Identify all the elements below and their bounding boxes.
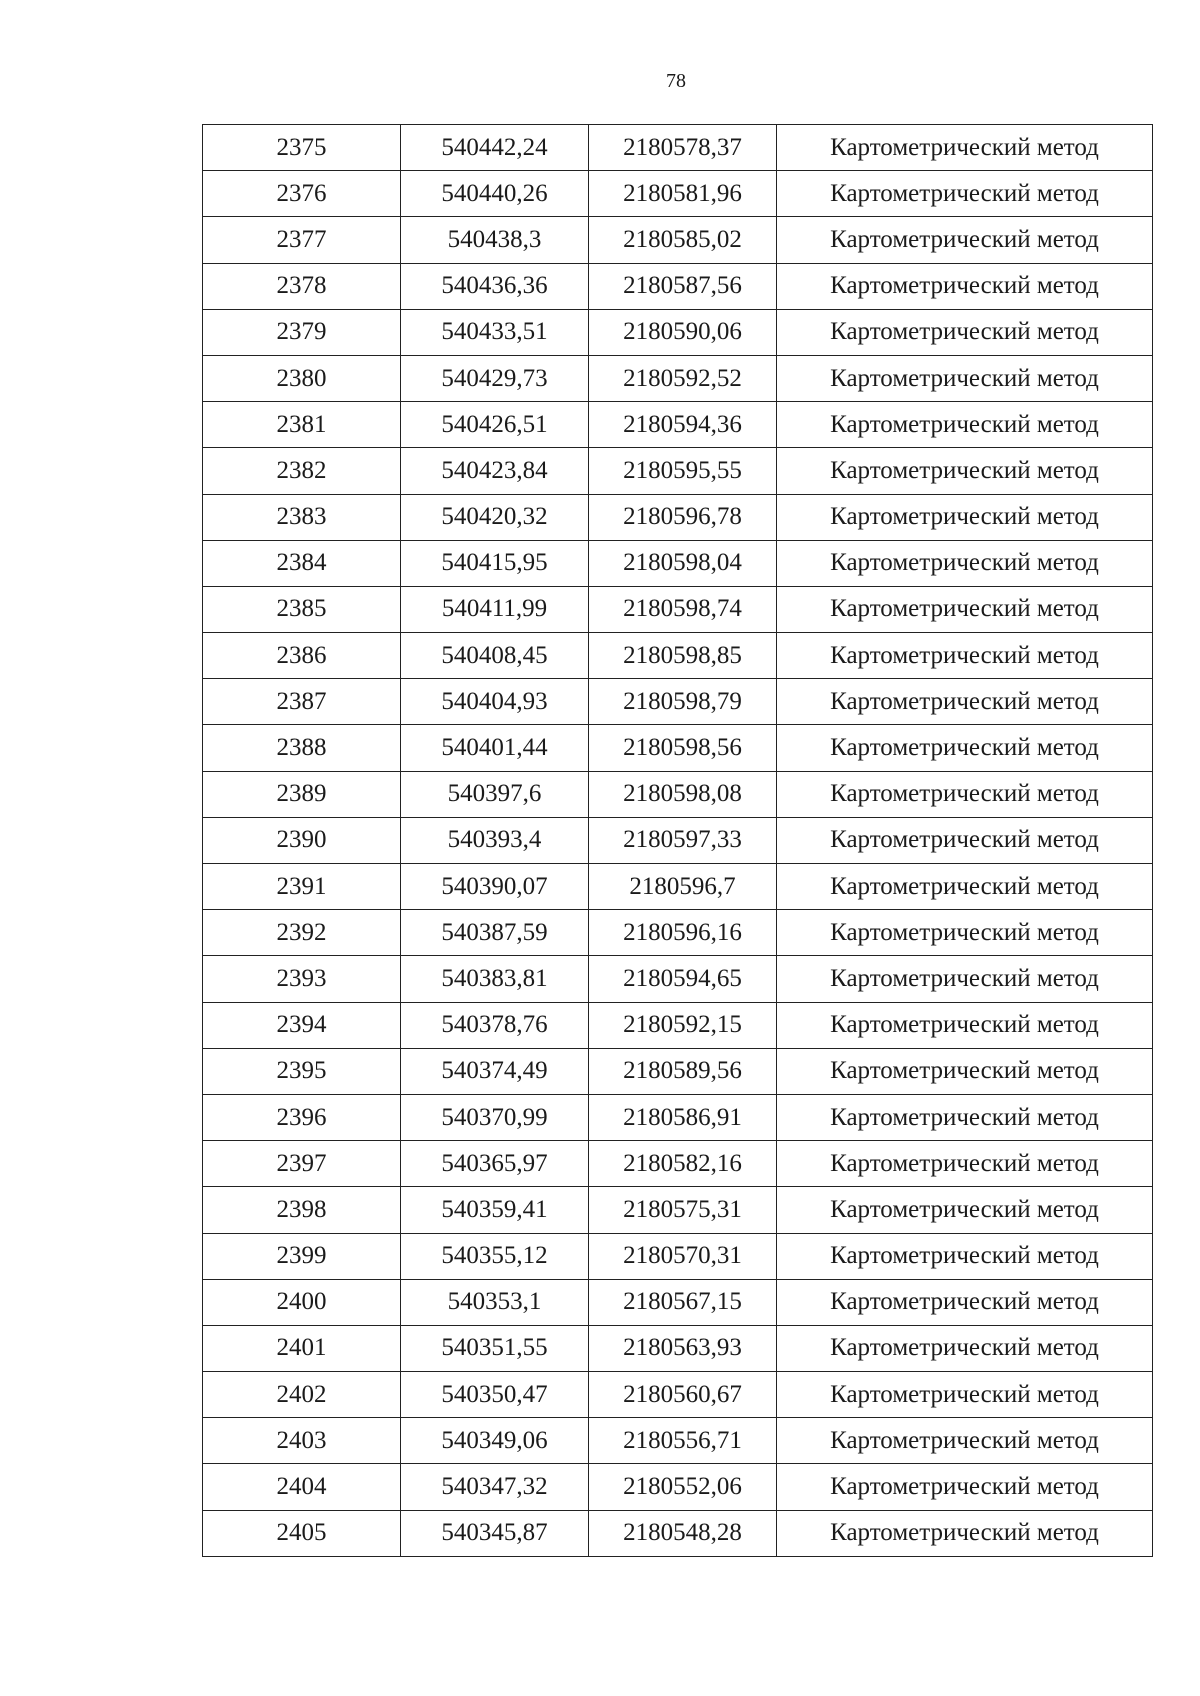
method-cell: Картометрический метод: [777, 309, 1153, 355]
point-number-cell: 2391: [203, 864, 401, 910]
point-number-cell: 2386: [203, 633, 401, 679]
y-coordinate-cell: 2180578,37: [589, 125, 777, 171]
table-row: [203, 1418, 1153, 1464]
x-coordinate-cell: 540345,87: [401, 1510, 589, 1556]
x-coordinate-cell: 540423,84: [401, 448, 589, 494]
method-cell: Картометрический метод: [777, 1372, 1153, 1418]
point-number-cell: 2398: [203, 1187, 401, 1233]
method-cell: Картометрический метод: [777, 448, 1153, 494]
point-number-cell: 2387: [203, 679, 401, 725]
x-coordinate-cell: 540387,59: [401, 910, 589, 956]
y-coordinate-cell: 2180594,65: [589, 956, 777, 1002]
point-number-cell: 2405: [203, 1510, 401, 1556]
point-number-cell: 2377: [203, 217, 401, 263]
table-row: [203, 1187, 1153, 1233]
y-coordinate-cell: 2180598,79: [589, 679, 777, 725]
method-cell: Картометрический метод: [777, 864, 1153, 910]
point-number-cell: 2384: [203, 540, 401, 586]
x-coordinate-cell: 540401,44: [401, 725, 589, 771]
table-row: [203, 956, 1153, 1002]
y-coordinate-cell: 2180592,15: [589, 1002, 777, 1048]
y-coordinate-cell: 2180598,74: [589, 586, 777, 632]
method-cell: Картометрический метод: [777, 1418, 1153, 1464]
x-coordinate-cell: 540359,41: [401, 1187, 589, 1233]
method-cell: Картометрический метод: [777, 725, 1153, 771]
x-coordinate-cell: 540438,3: [401, 217, 589, 263]
point-number-cell: 2392: [203, 910, 401, 956]
method-cell: Картометрический метод: [777, 263, 1153, 309]
table-row: [203, 864, 1153, 910]
x-coordinate-cell: 540374,49: [401, 1048, 589, 1094]
x-coordinate-cell: 540404,93: [401, 679, 589, 725]
table-row: [203, 771, 1153, 817]
method-cell: Картометрический метод: [777, 679, 1153, 725]
method-cell: Картометрический метод: [777, 1233, 1153, 1279]
point-number-cell: 2404: [203, 1464, 401, 1510]
y-coordinate-cell: 2180594,36: [589, 402, 777, 448]
table-row: [203, 1233, 1153, 1279]
method-cell: Картометрический метод: [777, 586, 1153, 632]
x-coordinate-cell: 540433,51: [401, 309, 589, 355]
table-row: [203, 586, 1153, 632]
method-cell: Картометрический метод: [777, 171, 1153, 217]
table-row: [203, 910, 1153, 956]
table-row: [203, 171, 1153, 217]
y-coordinate-cell: 2180589,56: [589, 1048, 777, 1094]
table-row: [203, 1325, 1153, 1371]
x-coordinate-cell: 540347,32: [401, 1464, 589, 1510]
y-coordinate-cell: 2180567,15: [589, 1279, 777, 1325]
table-row: [203, 1372, 1153, 1418]
point-number-cell: 2393: [203, 956, 401, 1002]
x-coordinate-cell: 540411,99: [401, 586, 589, 632]
x-coordinate-cell: 540383,81: [401, 956, 589, 1002]
x-coordinate-cell: 540378,76: [401, 1002, 589, 1048]
page-number: 78: [666, 70, 686, 92]
y-coordinate-cell: 2180595,55: [589, 448, 777, 494]
point-number-cell: 2390: [203, 817, 401, 863]
method-cell: Картометрический метод: [777, 633, 1153, 679]
y-coordinate-cell: 2180586,91: [589, 1094, 777, 1140]
table-row: [203, 1464, 1153, 1510]
method-cell: Картометрический метод: [777, 1279, 1153, 1325]
method-cell: Картометрический метод: [777, 817, 1153, 863]
y-coordinate-cell: 2180590,06: [589, 309, 777, 355]
y-coordinate-cell: 2180560,67: [589, 1372, 777, 1418]
point-number-cell: 2401: [203, 1325, 401, 1371]
x-coordinate-cell: 540426,51: [401, 402, 589, 448]
x-coordinate-cell: 540393,4: [401, 817, 589, 863]
method-cell: Картометрический метод: [777, 1094, 1153, 1140]
y-coordinate-cell: 2180598,04: [589, 540, 777, 586]
x-coordinate-cell: 540370,99: [401, 1094, 589, 1140]
x-coordinate-cell: 540365,97: [401, 1141, 589, 1187]
table-row: [203, 125, 1153, 171]
y-coordinate-cell: 2180596,7: [589, 864, 777, 910]
x-coordinate-cell: 540397,6: [401, 771, 589, 817]
table-row: [203, 1510, 1153, 1556]
point-number-cell: 2389: [203, 771, 401, 817]
x-coordinate-cell: 540415,95: [401, 540, 589, 586]
point-number-cell: 2400: [203, 1279, 401, 1325]
x-coordinate-cell: 540390,07: [401, 864, 589, 910]
point-number-cell: 2383: [203, 494, 401, 540]
table-row: [203, 448, 1153, 494]
y-coordinate-cell: 2180575,31: [589, 1187, 777, 1233]
table-row: [203, 725, 1153, 771]
x-coordinate-cell: 540436,36: [401, 263, 589, 309]
method-cell: Картометрический метод: [777, 910, 1153, 956]
method-cell: Картометрический метод: [777, 402, 1153, 448]
x-coordinate-cell: 540353,1: [401, 1279, 589, 1325]
point-number-cell: 2395: [203, 1048, 401, 1094]
table-row: [203, 817, 1153, 863]
method-cell: Картометрический метод: [777, 1048, 1153, 1094]
point-number-cell: 2403: [203, 1418, 401, 1464]
y-coordinate-cell: 2180592,52: [589, 355, 777, 401]
x-coordinate-cell: 540420,32: [401, 494, 589, 540]
x-coordinate-cell: 540355,12: [401, 1233, 589, 1279]
y-coordinate-cell: 2180596,78: [589, 494, 777, 540]
table-row: [203, 355, 1153, 401]
point-number-cell: 2402: [203, 1372, 401, 1418]
method-cell: Картометрический метод: [777, 956, 1153, 1002]
y-coordinate-cell: 2180587,56: [589, 263, 777, 309]
table-row: [203, 1002, 1153, 1048]
point-number-cell: 2381: [203, 402, 401, 448]
point-number-cell: 2388: [203, 725, 401, 771]
method-cell: Картометрический метод: [777, 1141, 1153, 1187]
x-coordinate-cell: 540349,06: [401, 1418, 589, 1464]
table-row: [203, 217, 1153, 263]
y-coordinate-cell: 2180598,08: [589, 771, 777, 817]
point-number-cell: 2376: [203, 171, 401, 217]
method-cell: Картометрический метод: [777, 1002, 1153, 1048]
point-number-cell: 2394: [203, 1002, 401, 1048]
table-row: [203, 1141, 1153, 1187]
table-row: [203, 1094, 1153, 1140]
point-number-cell: 2397: [203, 1141, 401, 1187]
point-number-cell: 2375: [203, 125, 401, 171]
table-row: [203, 494, 1153, 540]
method-cell: Картометрический метод: [777, 355, 1153, 401]
table-row: [203, 540, 1153, 586]
y-coordinate-cell: 2180563,93: [589, 1325, 777, 1371]
method-cell: Картометрический метод: [777, 1325, 1153, 1371]
method-cell: Картометрический метод: [777, 540, 1153, 586]
method-cell: Картометрический метод: [777, 771, 1153, 817]
x-coordinate-cell: 540408,45: [401, 633, 589, 679]
method-cell: Картометрический метод: [777, 494, 1153, 540]
table-row: [203, 1048, 1153, 1094]
method-cell: Картометрический метод: [777, 1187, 1153, 1233]
x-coordinate-cell: 540350,47: [401, 1372, 589, 1418]
table-body: [203, 125, 1153, 1557]
method-cell: Картометрический метод: [777, 217, 1153, 263]
y-coordinate-cell: 2180552,06: [589, 1464, 777, 1510]
method-cell: Картометрический метод: [777, 1464, 1153, 1510]
x-coordinate-cell: 540351,55: [401, 1325, 589, 1371]
point-number-cell: 2399: [203, 1233, 401, 1279]
x-coordinate-cell: 540442,24: [401, 125, 589, 171]
point-number-cell: 2382: [203, 448, 401, 494]
table-row: [203, 679, 1153, 725]
coordinates-table: [202, 124, 1153, 1557]
table-row: [203, 1279, 1153, 1325]
y-coordinate-cell: 2180581,96: [589, 171, 777, 217]
table-row: [203, 633, 1153, 679]
table-row: [203, 402, 1153, 448]
point-number-cell: 2378: [203, 263, 401, 309]
y-coordinate-cell: 2180548,28: [589, 1510, 777, 1556]
y-coordinate-cell: 2180597,33: [589, 817, 777, 863]
y-coordinate-cell: 2180598,85: [589, 633, 777, 679]
y-coordinate-cell: 2180585,02: [589, 217, 777, 263]
point-number-cell: 2379: [203, 309, 401, 355]
y-coordinate-cell: 2180596,16: [589, 910, 777, 956]
point-number-cell: 2385: [203, 586, 401, 632]
y-coordinate-cell: 2180556,71: [589, 1418, 777, 1464]
method-cell: Картометрический метод: [777, 125, 1153, 171]
x-coordinate-cell: 540429,73: [401, 355, 589, 401]
x-coordinate-cell: 540440,26: [401, 171, 589, 217]
table-row: [203, 263, 1153, 309]
y-coordinate-cell: 2180570,31: [589, 1233, 777, 1279]
y-coordinate-cell: 2180582,16: [589, 1141, 777, 1187]
point-number-cell: 2380: [203, 355, 401, 401]
method-cell: Картометрический метод: [777, 1510, 1153, 1556]
table-row: [203, 309, 1153, 355]
point-number-cell: 2396: [203, 1094, 401, 1140]
y-coordinate-cell: 2180598,56: [589, 725, 777, 771]
